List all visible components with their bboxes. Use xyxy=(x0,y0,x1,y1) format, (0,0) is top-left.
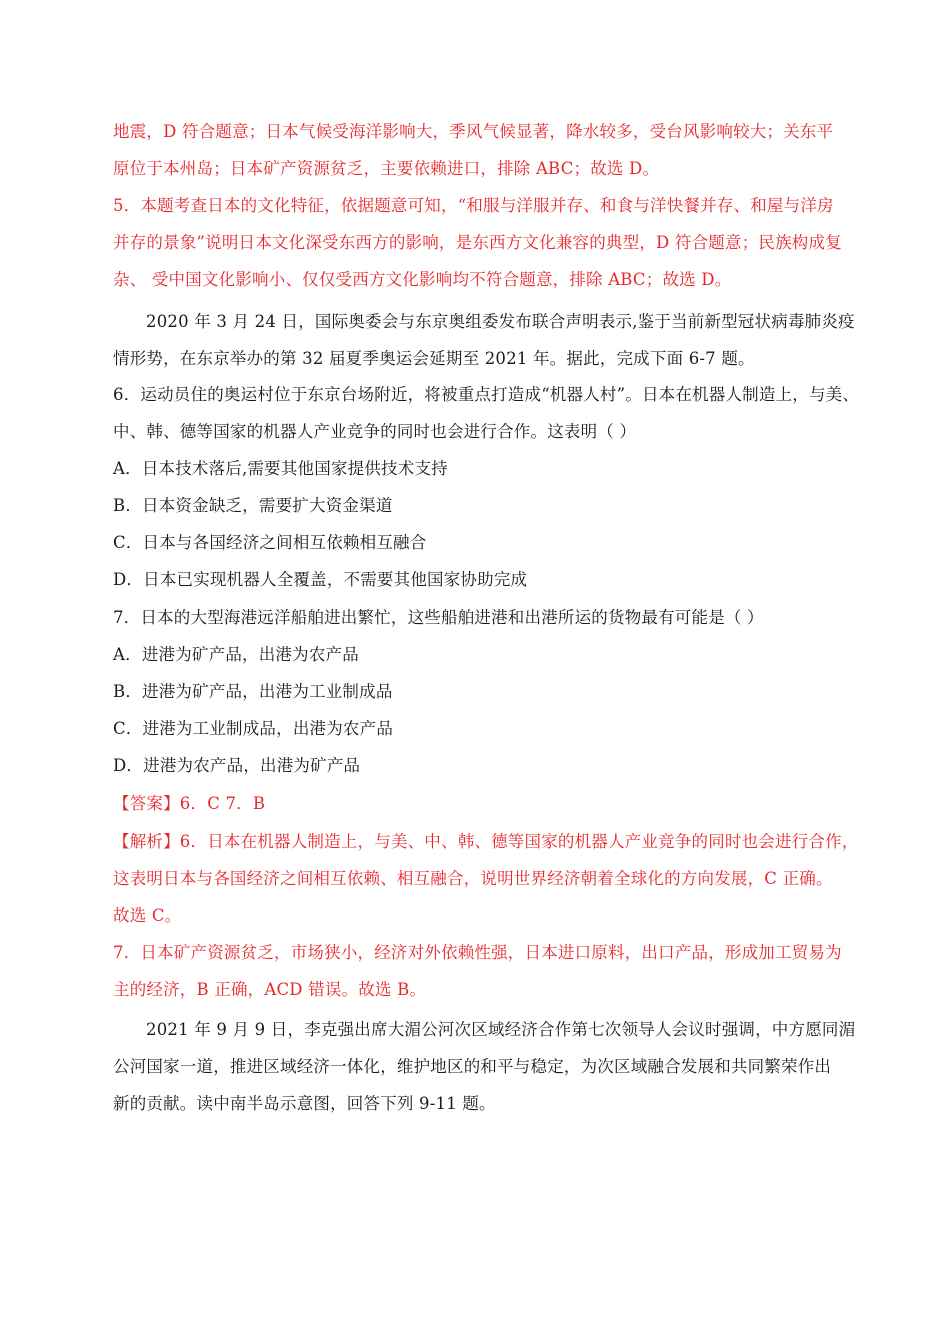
question-6 xyxy=(113,376,860,598)
option-a: A．日本技术落后,需要其他国家提供技术支持 xyxy=(113,459,448,478)
passage-line: 2021 年 9 月 9 日，李克强出席大湄公河次区域经济合作第七次领导人会议时强调，中方愿同湄 xyxy=(146,1020,856,1039)
analysis-section xyxy=(113,823,859,1008)
reading-passage-2 xyxy=(113,1011,856,1122)
answer-line: 【答案】6．C 7．B xyxy=(113,794,266,813)
question-stem: 6．运动员住的奥运村位于东京台场附近，将被重点打造成“机器人村”。日本在机器人制造上，与美、 xyxy=(113,385,860,404)
analysis-line: 地震，D 符合题意；日本气候受海洋影响大，季风气候显著，降水较多，受台风影响较大；关东平 xyxy=(113,122,834,141)
passage-line: 2020 年 3 月 24 日，国际奥委会与东京奥组委发布联合声明表示,鉴于当前新型冠状病毒肺炎疫 xyxy=(146,312,855,331)
previous-analysis xyxy=(113,113,842,298)
analysis-line: 故选 C。 xyxy=(113,906,182,925)
option-c: C．日本与各国经济之间相互依赖相互融合 xyxy=(113,533,427,552)
question-stem: 中、韩、德等国家的机器人产业竞争的同时也会进行合作。这表明（ ） xyxy=(113,422,637,441)
analysis-line: 原位于本州岛；日本矿产资源贫乏，主要依赖进口，排除 ABC；故选 D。 xyxy=(113,159,660,178)
passage-line: 公河国家一道，推进区域经济一体化，维护地区的和平与稳定，为次区域融合发展和共同繁荣作出 xyxy=(113,1057,832,1076)
analysis-line: 主的经济，B 正确，ACD 错误。故选 B。 xyxy=(113,980,427,999)
passage-line: 情形势，在东京举办的第 32 届夏季奥运会延期至 2021 年。据此，完成下面 6-7 题。 xyxy=(113,349,755,368)
option-b: B．进港为矿产品，出港为工业制成品 xyxy=(113,682,393,701)
analysis-q5-line: 杂、 受中国文化影响小、仅仅受西方文化影响均不符合题意，排除 ABC；故选 D。 xyxy=(113,270,732,289)
analysis-line: 【解析】6．日本在机器人制造上，与美、中、韩、德等国家的机器人产业竞争的同时也会进行合作， xyxy=(113,832,859,851)
question-7 xyxy=(113,599,838,784)
answer-section xyxy=(113,785,838,822)
analysis-q5-line: 5．本题考查日本的文化特征，依据题意可知，“和服与洋服并存、和食与洋快餐并存、和屋与洋房 xyxy=(113,196,834,215)
option-a: A．进港为矿产品，出港为农产品 xyxy=(113,645,359,664)
analysis-line: 7．日本矿产资源贫乏，市场狭小，经济对外依赖性强，日本进口原料，出口产品，形成加工贸易为 xyxy=(113,943,842,962)
analysis-line: 这表明日本与各国经济之间相互依赖、相互融合，说明世界经济朝着全球化的方向发展，C 正确。 xyxy=(113,869,833,888)
option-b: B．日本资金缺乏，需要扩大资金渠道 xyxy=(113,496,393,515)
passage-line: 新的贡献。读中南半岛示意图，回答下列 9-11 题。 xyxy=(113,1094,496,1113)
option-d: D．进港为农产品，出港为矿产品 xyxy=(113,756,361,775)
question-stem: 7．日本的大型海港远洋船舶进出繁忙，这些船舶进港和出港所运的货物最有可能是（ ） xyxy=(113,608,764,627)
reading-passage-1 xyxy=(113,303,855,377)
option-d: D．日本已实现机器人全覆盖，不需要其他国家协助完成 xyxy=(113,570,528,589)
analysis-q5-line: 并存的景象”说明日本文化深受东西方的影响，是东西方文化兼容的典型，D 符合题意；民族构成复 xyxy=(113,233,842,252)
option-c: C．进港为工业制成品，出港为农产品 xyxy=(113,719,394,738)
